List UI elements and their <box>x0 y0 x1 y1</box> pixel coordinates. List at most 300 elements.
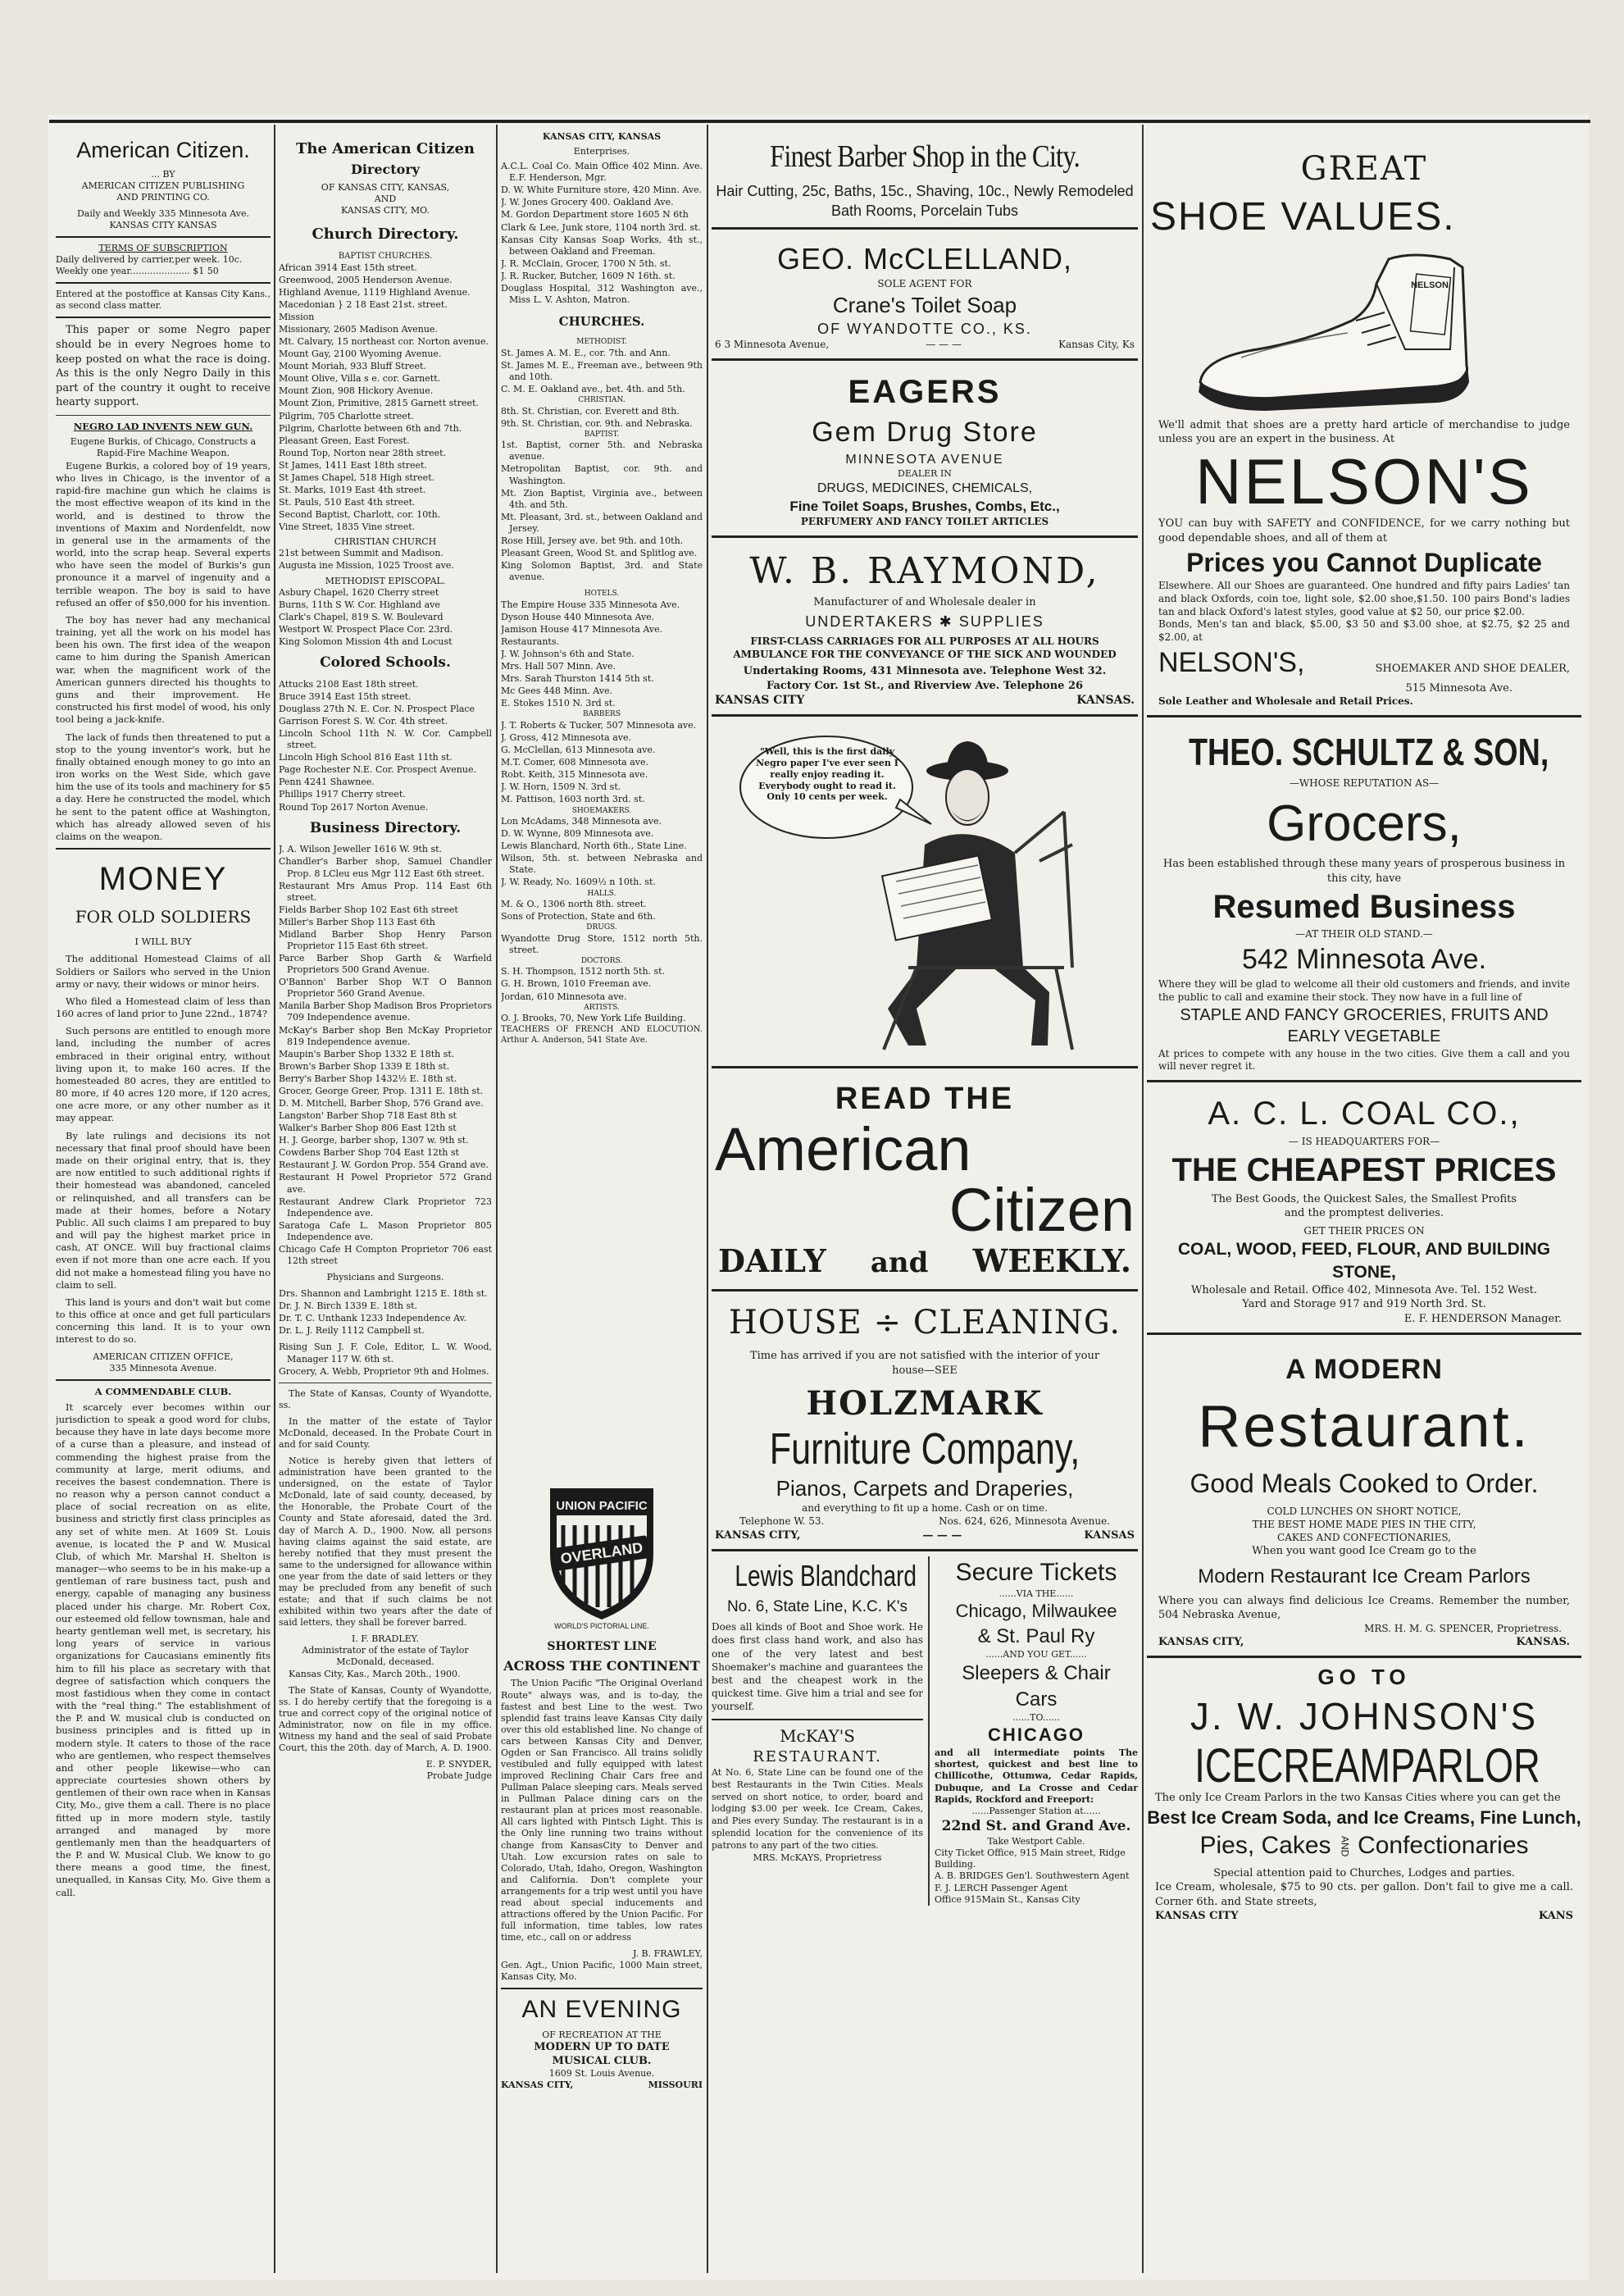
enterprises-heading: Enterprises. <box>573 146 630 157</box>
johnson-goto: GO TO <box>1317 1665 1411 1690</box>
johnson-wholesale: Ice Cream, wholesale, $75 to 90 cts. per gallon. Don't fail to give me a call. Corner 6th. and State streets, <box>1155 1881 1573 1908</box>
hotels-list <box>501 599 703 710</box>
coal-office: Wholesale and Retail. Office 402, Minnesota Ave. Tel. 152 West. <box>1190 1284 1538 1297</box>
halls-heading: HALLS. <box>587 889 616 898</box>
johnson-intro: The only Ice Cream Parlors in the two Kansas Cities where you can get the <box>1155 1792 1561 1805</box>
list-item: Restaurant Andrew Clark Proprietor 723 Independence ave. <box>279 1196 492 1219</box>
money-paragraph-3: Such persons are entitled to enough more land, including the number of acres embraced in their original entry, without living upon it, to make 160 acres. If the homesteaded 80 acres, they are entitled to 80 more, if 40 acres 120 more, if 120 acres, one acre more, or any other number as it may appear. <box>56 1025 271 1124</box>
tickets-chicago: CHICAGO <box>988 1724 1085 1746</box>
johnson-and: AND <box>1339 1836 1351 1857</box>
list-item: Pilgrim, Charlotte between 6th and 7th. <box>279 422 462 434</box>
shield-top-text: UNION PACIFIC <box>556 1499 648 1513</box>
restaurant-cakes: CAKES AND CONFECTIONARIES, <box>1277 1531 1451 1543</box>
list-item: St James Chapel, 518 High street. <box>279 472 435 483</box>
johnson-parlor: ICECREAMPARLOR <box>1194 1738 1540 1793</box>
schultz-compete: At prices to compete with any house in the two cities. Give them a call and you will never regret it. <box>1158 1047 1570 1073</box>
schultz-stand: —AT THEIR OLD STAND.— <box>1295 928 1433 941</box>
cartoon-speech-bubble: "Well, this is the first daily Negro paper I've ever seen I really enjoy reading it. Everybody ought to read it. Only 10 cents per week. <box>756 746 898 803</box>
list-item: Jordan, 610 Minnesota ave. <box>501 991 627 1002</box>
column-rule-4 <box>1142 125 1144 2273</box>
list-item: H. J. George, barber shop, 1307 w. 9th st. <box>279 1135 469 1146</box>
house-cleaning-headline: HOUSE ÷ CLEANING. <box>728 1303 1121 1342</box>
money-headline: MONEY <box>98 861 228 898</box>
tickets-ad <box>930 1556 1138 1906</box>
masthead-publisher: AMERICAN CITIZEN PUBLISHING <box>81 180 245 191</box>
shoe-illustration-icon <box>1167 243 1561 415</box>
eagers-soaps: Fine Toilet Soaps, Brushes, Combs, Etc., <box>789 498 1060 514</box>
list-item: Restaurant H Powel Proprietor 572 Grand ave. <box>279 1172 492 1195</box>
list-item: M. & O., 1306 north 8th. street. <box>501 899 647 910</box>
top-rule <box>49 120 1590 123</box>
list-item: African 3914 East 15th street. <box>279 262 417 273</box>
read-and: and <box>870 1246 929 1280</box>
list-item: J. W. Horn, 1509 N. 3rd st. <box>501 781 621 793</box>
list-item: M. Pattison, 1603 north 3rd. st. <box>501 794 645 805</box>
schools-list <box>279 679 492 813</box>
schultz-resumed: Resumed Business <box>1212 888 1516 925</box>
johnson-ad <box>1147 1663 1581 1922</box>
list-item: J. R. Rucker, Butcher, 1609 N 16th. st. <box>501 270 676 281</box>
directory-sub-1: OF KANSAS CITY, KANSAS, <box>321 181 450 193</box>
kck-heading: KANSAS CITY, KANSAS <box>542 131 662 142</box>
restaurant-ad <box>1147 1340 1581 1659</box>
johnson-special: Special attention paid to Churches, Lodges and parties. <box>1213 1867 1515 1880</box>
list-item: Mt. Calvary, 15 northeast cor. Norton avenue. <box>279 336 489 348</box>
kck-baptist-list <box>501 440 703 583</box>
list-item: Pilgrim, 705 Charlotte street. <box>279 410 414 421</box>
list-item: Pleasant Green, East Forest. <box>279 435 410 446</box>
tickets-city-office: City Ticket Office, 915 Main street, Ridge Building. <box>935 1847 1126 1870</box>
list-item: A.C.L. Coal Co. Main Office 402 Minn. Ave. E.F. Henderson, Mgr. <box>501 161 703 184</box>
lewis-body: Does all kinds of Boot and Shoe work. He does first class hand work, and also has one of the very latest and best Shoemaker's machine and guarantees the best and the cheapest work in the quickest time. Give him a trial and see for yourself. <box>712 1621 923 1713</box>
list-item: Phillips 1917 Cherry street. <box>279 789 406 800</box>
eagers-store: Gem Drug Store <box>812 416 1038 448</box>
list-item: Page Rochester N.E. Cor. Prospect Avenue. <box>279 764 476 776</box>
read-weekly: WEEKLY. <box>972 1242 1131 1280</box>
list-item: Cowdens Barber Shop 704 East 12th st <box>279 1147 459 1159</box>
list-item: J. W. Jones Grocery 400. Oakland Ave. <box>501 197 674 208</box>
shoe-signature-dealer: SHOEMAKER AND SHOE DEALER, <box>1375 663 1570 676</box>
restaurant-when: When you want good Ice Cream go to the <box>1252 1545 1476 1558</box>
barber-ad <box>712 131 1138 230</box>
drugs-heading: DRUGS. <box>586 923 617 932</box>
money-signature: AMERICAN CITIZEN OFFICE, <box>93 1351 234 1362</box>
list-item: Restaurant Mrs Amus Prop. 114 East 6th street. <box>279 880 492 903</box>
list-item: D. M. Mitchell, Barber Shop, 576 Grand ave. <box>279 1097 484 1109</box>
grocery-entry: Grocery, A. Webb, Proprietor 9th and Holmes. <box>279 1365 489 1377</box>
coal-headquarters: — IS HEADQUARTERS FOR— <box>1288 1136 1440 1148</box>
money-subhead: FOR OLD SOLDIERS <box>75 906 252 927</box>
list-item: Chandler's Barber shop, Samuel Chandler Prop. 8 LCleu eus Mgr 112 East 6th street. <box>279 856 492 879</box>
baptist-heading: BAPTIST CHURCHES. <box>338 251 433 261</box>
restaurant-state: KANSAS. <box>1516 1636 1570 1649</box>
list-item: Jamison House 417 Minnesota Ave. <box>501 623 663 635</box>
list-item: J. T. Roberts & Tucker, 507 Minnesota ave. <box>501 719 697 731</box>
money-signature-address: 335 Minnesota Avenue. <box>109 1362 217 1374</box>
kck-christian-heading: CHRISTIAN. <box>578 396 625 405</box>
schultz-ad <box>1147 722 1581 1082</box>
restaurant-city: KANSAS CITY, <box>1158 1636 1244 1649</box>
baptist-list <box>279 262 492 534</box>
list-item: St James, 1411 East 18th street. <box>279 459 427 471</box>
list-item: C. M. E. Oakland ave., bet. 4th. and 5th. <box>501 384 685 395</box>
list-item: Mrs. Hall 507 Minn. Ave. <box>501 661 616 672</box>
holzmark-company: Furniture Company, <box>769 1424 1080 1474</box>
read-daily: DAILY <box>718 1242 826 1280</box>
money-buy: I WILL BUY <box>134 936 192 948</box>
johnson-state: KANS <box>1538 1909 1573 1922</box>
list-item: Brown's Barber Shop 1339 E 18th st. <box>279 1060 450 1072</box>
list-item: Dr. T. C. Unthank 1233 Independence Av. <box>279 1313 467 1324</box>
column-rule-3 <box>707 125 708 2273</box>
mcclelland-ad <box>712 235 1138 361</box>
raymond-supplies: SUPPLIES <box>958 613 1044 631</box>
intro-paragraph: This paper or some Negro paper should be in every Negroes home to keep posted on what the race is doing. As this is the only Negro Daily in this part of the country it ought to receive hearty support. <box>56 324 271 409</box>
tickets-westport: Take Westport Cable. <box>987 1835 1085 1847</box>
masthead-address: Daily and Weekly 335 Minnesota Ave. <box>76 207 250 219</box>
shoe-values: SHOE VALUES. <box>1150 194 1456 239</box>
holzmark-items: Pianos, Carpets and Draperies, <box>776 1475 1074 1501</box>
barbers-list <box>501 720 703 806</box>
list-item: Mt. Zion Baptist, Virginia ave., between 4th. and 5th. <box>501 487 703 510</box>
kck-methodist-heading: METHODIST. <box>576 338 627 347</box>
list-item: Pleasant Green, Wood St. and Splitlog ave. <box>501 548 698 558</box>
entered-notice: Entered at the postoffice at Kansas City Kans., as second class matter. <box>56 289 271 312</box>
christian-heading: CHRISTIAN CHURCH <box>334 536 437 548</box>
bottom-ads-row <box>712 1556 1138 1906</box>
list-item: Lon McAdams, 348 Minnesota ave. <box>501 816 662 827</box>
list-item: Greenwood, 2005 Henderson Avenue. <box>279 274 453 285</box>
tickets-to: ......TO...... <box>1012 1711 1060 1723</box>
column-4 <box>712 131 1138 2271</box>
schultz-established: Has been established through these many years of prosperous business in this city, have <box>1162 858 1566 885</box>
shoe-prices-headline: Prices you Cannot Duplicate <box>1186 547 1542 577</box>
holzmark-state: KANSAS <box>1084 1528 1135 1542</box>
list-item: Lewis Blanchard, North 6th., State Line. <box>501 840 687 852</box>
gun-paragraph-2: The boy has never had any mechanical training, yet all the work on his model has been his own. The first idea of the weapon came to him during the Spanish American war, when the magnificent work of the American gunners directed his thoughts to guns and their improvement. He constructed his first model of wood, his only tool being a jack-knife. <box>56 613 271 726</box>
list-item: Restaurants. <box>501 636 559 647</box>
list-item: S. H. Thompson, 1512 north 5th. st. <box>501 966 666 977</box>
holzmark-ad <box>712 1296 1138 1551</box>
list-item: O. J. Brooks, 70, New York Life Building. <box>501 1013 686 1024</box>
up-heading-2: ACROSS THE CONTINENT <box>503 1657 700 1674</box>
doctors-list <box>501 966 703 1002</box>
raymond-star-icon: ✱ <box>939 613 953 631</box>
masthead-city: KANSAS CITY KANSAS <box>109 219 217 230</box>
list-item: Westport W. Prospect Place Cor. 23rd. <box>279 623 453 635</box>
artists-list <box>501 1013 703 1024</box>
column-2 <box>279 131 492 2271</box>
artists-heading: ARTISTS. <box>584 1003 620 1012</box>
list-item: Dr. L. J. Reily 1112 Campbell st. <box>279 1325 425 1337</box>
shoe-guarantee: Elsewhere. All our Shoes are guaranteed. One hundred and fifty pairs Ladies' tan and black Oxfords, coin toe, light sole, $2.00 shoe,$1.50. 100 pairs Bond's ladies tan and black Oxford's latest styles, good value at $2 50, our price $2.00. <box>1158 579 1570 617</box>
list-item: Mount Moriah, 933 Bluff Street. <box>279 361 426 372</box>
list-item: J. Gross, 412 Minnesota ave. <box>501 732 631 744</box>
list-item: 21st between Summit and Madison. <box>279 548 444 559</box>
teachers-entry: TEACHERS OF FRENCH AND ELOCUTION. Arthur A. Anderson, 541 State Ave. <box>501 1025 703 1045</box>
mckay-headline-2: RESTAURANT. <box>753 1747 882 1765</box>
enterprises-list <box>501 161 703 306</box>
list-item: Wilson, 5th. st. between Nebraska and State. <box>501 853 703 876</box>
list-item: Lincoln High School 816 East 11th st. <box>279 752 453 763</box>
list-item: 8th. St. Christian, cor. Everett and 8th. <box>501 405 680 417</box>
list-item: Mc Gees 448 Minn. Ave. <box>501 686 613 697</box>
eagers-dealer: DEALER IN <box>898 467 952 479</box>
list-item: J. A. Wilson Jeweller 1616 W. 9th st. <box>279 844 443 855</box>
methodist-heading: METHODIST EPISCOPAL. <box>325 575 446 586</box>
list-item: Bruce 3914 East 15th street. <box>279 690 412 702</box>
mckay-body: At No. 6, State Line can be found one of the best Restaurants in the Twin Cities. Meals served on short notice, to order, board and lodging $3.00 per week. Ice Cream, Cakes, and Pies every Sunday. The restaurant is in a splendid location for the convenience of its patrons to any part of the two cities. <box>712 1766 923 1851</box>
list-item: Garrison Forest S. W. Cor. 4th street. <box>279 715 448 727</box>
barber-prices: Hair Cutting, 25c, Baths, 15c., Shaving, 10c., Newly Remodeled Bath Rooms, Porcelain Tubs <box>716 183 1134 219</box>
shoe-great: GREAT <box>1300 150 1428 188</box>
raymond-undertakers: UNDERTAKERS <box>805 613 934 631</box>
list-item: Midland Barber Shop Henry Parson Proprietor 115 East 6th street. <box>279 928 492 951</box>
shield-arc-text: WORLD'S PICTORIAL LINE. <box>554 1622 649 1630</box>
shoe-signature-name: NELSON'S, <box>1158 647 1305 679</box>
list-item: Manila Barber Shop Madison Bros Proprietors 709 Independence avenue. <box>279 1000 492 1023</box>
johnson-pies: Pies, Cakes <box>1199 1831 1331 1859</box>
list-item: Clark's Chapel, 819 S. W. Boulevard <box>279 611 444 622</box>
column-rule-2 <box>496 125 498 2273</box>
gun-paragraph-3: The lack of funds then threatened to put a stop to the young inventor's work, but he finally obtained enough money to go into an iron works on the West Side, which gave him the use of its tools and machinery for $5 a day. Here he constructed the model, which he sent to the patent office at Washington, which has already allowed seven of his claims on the weapon. <box>56 731 271 842</box>
directory-sub-2: AND <box>374 193 397 204</box>
up-body: The Union Pacific "The Original Overland Route" always was, and is to-day, the fastest and best Line to the west. Two splendid fast trains leave Kansas City daily over this old established line. No change of cars between Kansas City and Denver, Ogden or San Francisco. All trains solidly vestibuled and fully equipped with latest improved Reclining Chair Cars free and Pullman Palace sleeping cars. Meals served in Pullman Palace dining cars on the restaurant plan at prices most reasonable. All cars lighted with Pintsch Light. This is the Only line running two trains without change from KansasCity to Denver and Utah. Low excursion rates on sale to Colorado, Utah, Idaho, Oregon, Washington and California. Don't complete your arrangements for a trip west until you have read about special inducements and attractions offered by the Union Pacific. For full information, time tables, low rates time, etc., call on or address <box>501 1678 703 1943</box>
list-item: Rose Hill, Jersey ave. bet 9th. and 10th. <box>501 535 684 546</box>
list-item: G. H. Brown, 1010 Freeman ave. <box>501 978 652 990</box>
evening-sub-1: OF RECREATION AT THE <box>542 2029 662 2040</box>
tickets-via: ......VIA THE...... <box>999 1588 1074 1599</box>
lewis-address: No. 6, State Line, K.C. K's <box>726 1597 908 1615</box>
list-item: McKay's Barber shop Ben McKay Proprietor 819 Independence avenue. <box>279 1024 492 1047</box>
list-item: J. W. Johnson's 6th and State. <box>501 649 635 660</box>
list-item: Burns, 11th S W. Cor. Highland ave <box>279 599 440 610</box>
tickets-cars: Cars <box>1015 1688 1058 1711</box>
halls-list <box>501 899 703 922</box>
cartoon <box>712 722 1138 1068</box>
restaurant-name: Restaurant. <box>1198 1393 1531 1460</box>
gun-paragraph-1: Eugene Burkis, a colored boy of 19 years, who lives in Chicago, is the inventor of a rapid-fire machine gun which he claims is the most effective weapon of its kind in the world, and is destined to throw the inventions of Maxim and Nordenfeldt, now in general use in the armaments of the world, into the scrap heap. Several experts who have seen the model of Burkis's gun pronounce it a marvel of ingenuity and a terrible weapon. The boy is said to have refused an offer of $50,000 for his invention. <box>56 459 271 608</box>
column-rule-1 <box>274 125 275 2273</box>
lewis-name: Lewis Blandchard <box>735 1559 917 1592</box>
legal-heading: The State of Kansas, County of Wyandotte, ss. <box>279 1387 492 1410</box>
list-item: Lincoln School 11th N. W. Cor. Campbell street. <box>279 728 492 751</box>
eagers-name: EAGERS <box>848 374 1002 411</box>
raymond-rooms: Undertaking Rooms, 431 Minnesota ave. Telephone West 32. <box>743 665 1107 678</box>
list-item: King Solomon Baptist, 3rd. and State avenue. <box>501 560 703 583</box>
list-item: St. James M. E., Freeman ave., between 9th and 10th. <box>501 359 703 382</box>
legal-paragraph-1: In the matter of the estate of Taylor McDonald, deceased. In the Probate Court in and for said County. <box>279 1415 492 1451</box>
mcclelland-city: Kansas City, Ks <box>1058 339 1135 351</box>
list-item: M.T. Comer, 608 Minnesota ave. <box>501 757 648 768</box>
holzmark-telephone: Telephone W. 53. <box>739 1515 825 1528</box>
restaurant-pies: THE BEST HOME MADE PIES IN THE CITY, <box>1252 1518 1476 1530</box>
list-item: D. W. Wynne, 809 Minnesota ave. <box>501 828 654 840</box>
list-item: Missionary, 2605 Madison Avenue. <box>279 323 438 335</box>
mcclelland-soap: Crane's Toilet Soap <box>832 293 1017 318</box>
money-paragraph-5: This land is yours and don't wait but come to this office at once and get full particulars concerning this land. It is to your own interest to do so. <box>56 1296 271 1346</box>
terms-daily: Daily delivered by carrier,per week. 10c. <box>56 254 243 266</box>
barber-headline: Finest Barber Shop in the City. <box>770 139 1080 174</box>
tickets-body: and all intermediate points The shortest, quickest and best line to Chillicothe, Ottumwa, Cedar Rapids, Dubuque, and La Crosse and Cedar Rapids, Rockford and Freeport: <box>935 1747 1138 1805</box>
list-item: Miller's Barber Shop 113 East 6th <box>279 916 435 927</box>
holzmark-numbers: Nos. 624, 626, Minnesota Avenue. <box>939 1515 1110 1528</box>
list-item: 9th. St. Christian, cor. 9th. and Nebraska. <box>501 417 693 429</box>
schultz-name: THEO. SCHULTZ & SON, <box>1188 730 1549 773</box>
legal-date: Kansas City, Kas., March 20th., 1900. <box>289 1668 461 1679</box>
directory-title-2: Directory <box>350 162 421 178</box>
restaurant-body: Where you can always find delicious Ice Creams. Remember the number, 504 Nebraska Avenue, <box>1158 1595 1570 1622</box>
mcclelland-name: GEO. McCLELLAND, <box>776 241 1073 276</box>
up-signature: J. B. FRAWLEY, <box>632 1948 703 1960</box>
list-item: Highland Avenue, 1119 Highland Avenue. <box>279 286 471 298</box>
house-intro: Time has arrived if you are not satisfied with the interior of your house—SEE <box>749 1350 1100 1377</box>
coal-best: The Best Goods, the Quickest Sales, the Smallest Profits <box>1211 1192 1517 1205</box>
legal-judge: E. P. SNYDER, <box>425 1759 492 1770</box>
raymond-name: W. B. RAYMOND, <box>749 549 1100 592</box>
tickets-station: ......Passenger Station at...... <box>971 1806 1101 1817</box>
mcclelland-agent: SOLE AGENT FOR <box>877 278 972 290</box>
up-heading-1: SHORTEST LINE <box>547 1640 657 1654</box>
restaurant-modern: A MODERN <box>1285 1353 1443 1385</box>
churches-heading: CHURCHES. <box>558 314 645 330</box>
tickets-sleepers: Sleepers & Chair <box>962 1662 1111 1685</box>
business-heading: Business Directory. <box>309 819 462 836</box>
raymond-state: KANSAS. <box>1076 693 1135 707</box>
eagers-perfumery: PERFUMERY AND FANCY TOILET ARTICLES <box>800 516 1049 528</box>
list-item: Clark & Lee, Junk store, 1104 north 3rd. st. <box>501 221 702 233</box>
evening-city: KANSAS CITY, <box>501 2080 574 2091</box>
coal-deliveries: and the promptest deliveries. <box>1284 1206 1444 1219</box>
masthead-title: American Citizen. <box>76 138 250 162</box>
list-item: Augusta ine Mission, 1025 Troost ave. <box>279 560 454 572</box>
read-citizen-ad <box>712 1073 1138 1291</box>
rising-sun-entry: Rising Sun J. F. Cole, Editor, L. W. Wood, Manager 117 W. 6th st. <box>279 1342 492 1364</box>
read-title-american: American <box>715 1115 971 1184</box>
list-item: Walker's Barber Shop 806 East 12th st <box>279 1123 457 1134</box>
list-item: O'Bannon' Barber Shop W.T O Bannon Proprietor 560 Grand Avenue. <box>279 977 492 1000</box>
masthead-publisher-2: AND PRINTING CO. <box>116 191 210 203</box>
kck-baptist-heading: BAPTIST. <box>584 430 620 439</box>
lewis-mckay-ads <box>712 1556 930 1906</box>
club-headline: A COMMENDABLE CLUB. <box>94 1385 232 1397</box>
list-item: J. W. Ready, No. 1609½ n 10th. st. <box>501 877 656 888</box>
schultz-address: 542 Minnesota Ave. <box>1241 944 1487 976</box>
shoe-sole-leather: Sole Leather and Wholesale and Retail Prices. <box>1158 695 1413 708</box>
mckay-signature: MRS. McKAYS, Proprietress <box>753 1852 882 1863</box>
list-item: Mount Gay, 2100 Wyoming Avenue. <box>279 348 442 360</box>
eagers-ad <box>712 366 1138 538</box>
list-item: Round Top 2617 Norton Avenue. <box>279 801 429 813</box>
club-paragraph: It scarcely ever becomes within our jurisdiction to speak a good word for clubs, because they have in late days become more of a curse than a pleasure, and instead of commending the highest praise from the community at large, merit odiums, and receives the basest condemnation. There is no reason why a person cannot conduct a place of social recreation on as elite, business and strictly first class principles as any set of white men. At 1609 St. Louis avenue, is located the P and W. Musical Club, of which Mr. Marshal H. Shelton is manager—who seems to be in his make-up a gentleman of rare business tact, push and energy, capable of managing any business placed under his charge. Mr. Robert Cox, our esteemed old fellow townsman, hale and hearty gentleman well met, is secretary, his long years of service in various organizations for Caucasians eminently fits him to fill his place as secretary with that degree of satisfaction which conquers the most fastidious when they come in contact with the "real thing." The establishment of the P. and W. musical club is conducted on business principles and is fitted up in modern style. It caters to those of the race who are gentlemen, who respect themselves and other people likewise—who can appreciate courtesies shown others by gentlemen of their own race when in Kansas City, Mo., give them a call. There is no place fitted up in more modern style, tastily arranged and managed by more gentlemanly men than the headquarters of the P. and W. Musical Club. We know to go there means a good time, the finest, unequalled, in Kansas City, Mo. Give them a call. <box>56 1401 271 1898</box>
legal-signature-2: Administrator of the estate of Taylor McDonald, deceased. <box>302 1645 469 1668</box>
list-item: Douglass Hospital, 312 Washington ave., Miss L. V. Ashton, Matron. <box>501 282 703 306</box>
read-title-citizen: Citizen <box>948 1176 1135 1245</box>
list-item: King Solomon Mission 4th and Locust <box>279 636 453 647</box>
list-item: Mission <box>279 311 315 322</box>
evening-headline: AN EVENING <box>521 1996 682 2024</box>
shoe-safety: YOU can buy with SAFETY and CONFIDENCE, for we carry nothing but good dependable shoes, and all of them at <box>1158 517 1570 544</box>
gun-headline: NEGRO LAD INVENTS NEW GUN. <box>73 420 253 432</box>
list-item: Macedonian } 2 18 East 21st. street. <box>279 298 448 310</box>
list-item: Metropolitan Baptist, cor. 9th. and Washington. <box>501 463 703 486</box>
shoemakers-heading: SHOEMAKERS. <box>571 806 632 815</box>
tickets-office: Office 915Main St., Kansas City <box>935 1894 1080 1905</box>
list-item: Chicago Cafe H Compton Proprietor 706 east 12th street <box>279 1243 492 1266</box>
tickets-road-1: Chicago, Milwaukee <box>955 1601 1117 1622</box>
list-item: Saratoga Cafe L. Mason Proprietor 805 Independence ave. <box>279 1219 492 1242</box>
holzmark-city: KANSAS CITY, <box>715 1528 801 1542</box>
holzmark-dash: — — — <box>922 1528 962 1542</box>
list-item: Fields Barber Shop 102 East 6th street <box>279 904 458 915</box>
mcclelland-wyandotte: OF WYANDOTTE CO., KS. <box>817 320 1032 337</box>
list-item: Mount Zion, 908 Hickory Avenue. <box>279 385 434 397</box>
church-directory-heading: Church Directory. <box>312 225 459 243</box>
list-item: Attucks 2108 East 18th street. <box>279 678 419 690</box>
business-list <box>279 844 492 1267</box>
column-1 <box>56 131 271 2271</box>
christian-list <box>279 548 492 572</box>
tickets-lerch: F. J. LERCH Passenger Agent <box>935 1882 1068 1893</box>
list-item: The Empire House 335 Minnesota Ave. <box>501 599 680 610</box>
money-paragraph-4: By late rulings and decisions its not necessary that final proof should have been made on their original entry, that is, they are now entitled to such additional rights if their homestead was abandoned, canceled or relinquished, and all transfers can be made at their homes, before a Notary Public. All such claims I am prepared to buy and will pay the highest market price in cash, AT ONCE. Will buy fractional claims even if not more than one acre each. If you did not make a homestead filing you have no claim to sell. <box>56 1129 271 1291</box>
holzmark-fit: and everything to fit up a home. Cash or on time. <box>802 1502 1048 1515</box>
raymond-carriages: FIRST-CLASS CARRIAGES FOR ALL PURPOSES AT ALL HOURS <box>750 635 1099 647</box>
list-item: Mount Olive, Villa s e. cor. Garnett. <box>279 373 441 385</box>
evening-sub-2: MODERN UP TO DATE <box>534 2040 670 2053</box>
johnson-name: J. W. JOHNSON'S <box>1190 1694 1539 1738</box>
list-item: Vine Street, 1835 Vine street. <box>279 522 416 533</box>
list-item: Dyson House 440 Minnesota Ave. <box>501 611 655 622</box>
evening-sub-3: MUSICAL CLUB. <box>552 2054 652 2067</box>
read-headline: READ THE <box>835 1082 1015 1117</box>
johnson-confectionaries: Confectionaries <box>1358 1831 1529 1859</box>
list-item: Mount Zion, Primitive, 2815 Garnett street. <box>279 398 479 409</box>
barbers-heading: BARBERS <box>582 710 621 719</box>
list-item: Mrs. Sarah Thurston 1414 5th st. <box>501 673 654 685</box>
schultz-grocers: Grocers, <box>1267 795 1462 852</box>
directory-title: The American Citizen <box>295 140 475 157</box>
legal-judge-title: Probate Judge <box>426 1770 492 1782</box>
physicians-list <box>279 1288 492 1337</box>
list-item: Douglass 27th N. E. Cor. N. Prospect Place <box>279 703 475 714</box>
coal-ad <box>1147 1087 1581 1334</box>
list-item: 1st. Baptist, corner 5th. and Nebraska avenue. <box>501 440 703 462</box>
restaurant-cold: COLD LUNCHES ON SHORT NOTICE, <box>1267 1505 1462 1517</box>
union-pacific-shield-icon <box>501 1476 703 1632</box>
list-item: D. W. White Furniture store, 420 Minn. Ave. <box>501 184 703 196</box>
mckay-headline: McKAY'S <box>780 1725 855 1746</box>
kck-christian-list <box>501 406 703 430</box>
doctors-heading: DOCTORS. <box>580 956 623 965</box>
methodist-list <box>279 587 492 648</box>
coal-manager: E. F. HENDERSON Manager. <box>1403 1312 1562 1325</box>
holzmark-name: HOLZMARK <box>806 1383 1044 1423</box>
legal-paragraph-2: Notice is hereby given that letters of administration have been granted to the undersigned, on the estate of Taylor McDonald, late of said county, deceased, by the Honorable, the Probate Court of the County and State aforesaid, dated the 3rd. day of March A. D., 1900. Now, all persons having claims against the said estate, are hereby notified that they must present the same to the undersigned for allowance within one year from the date of said letters or they may be precluded from any benefit of such estate; and that if such claims be not exhibited within two years after the date of said letters, they shall be forever barred. <box>279 1456 492 1629</box>
coal-cheapest: THE CHEAPEST PRICES <box>1171 1151 1557 1188</box>
raymond-sub: Manufacturer of and Wholesale dealer in <box>813 595 1036 608</box>
terms-heading: TERMS OF SUBSCRIPTION <box>98 243 228 254</box>
column-5 <box>1147 131 1581 2271</box>
schools-heading: Colored Schools. <box>320 654 451 671</box>
shoemakers-list <box>501 816 703 888</box>
mcclelland-address: 6 3 Minnesota Avenue, <box>715 339 830 351</box>
list-item: Wyandotte Drug Store, 1512 north 5th. street. <box>501 932 703 955</box>
drugs-list <box>501 933 703 956</box>
raymond-ad <box>712 543 1138 717</box>
list-item: Second Baptist, Charlott, cor. 10th. <box>279 509 441 521</box>
tickets-grand: 22nd St. and Grand Ave. <box>941 1818 1131 1835</box>
